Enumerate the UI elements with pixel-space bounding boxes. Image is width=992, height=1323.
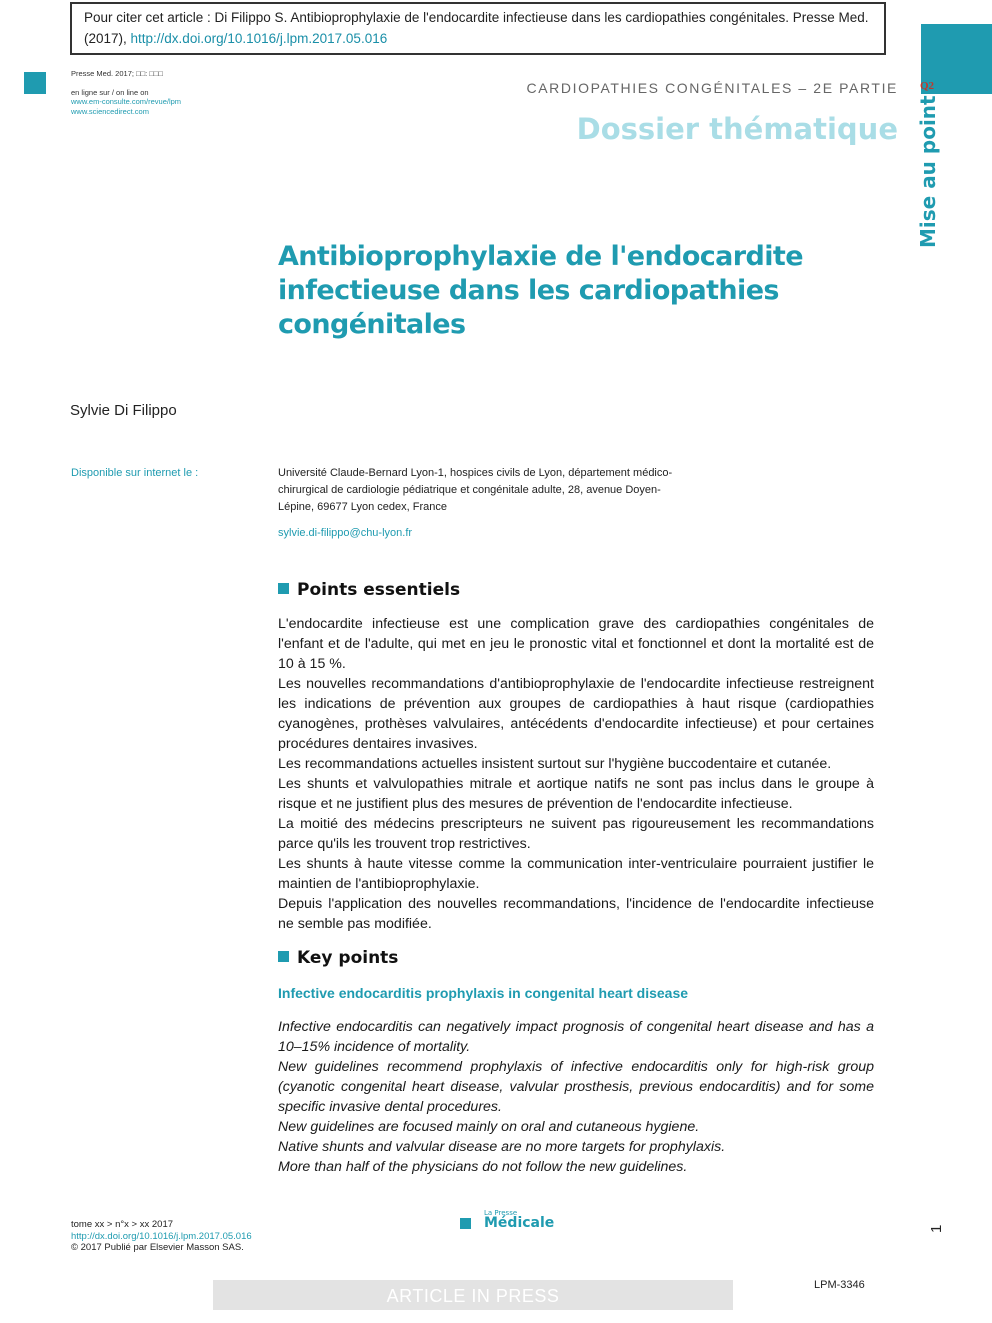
series-title: CARDIOPATHIES CONGÉNITALES – 2E PARTIE [526, 80, 898, 96]
heading-square-icon [278, 583, 289, 594]
key-points-body [278, 1017, 874, 1177]
vertical-section-label: Mise au point [916, 95, 940, 248]
paragraph: La moitié des médecins prescripteurs ne suivent pas rigoureusement les recommandations parce qu'ils les trouvent trop restrictives. [278, 816, 874, 852]
accent-square [24, 72, 46, 94]
article-id: LPM-3346 [814, 1279, 865, 1291]
online-label: en ligne sur / on line on [71, 87, 149, 97]
paragraph: Les recommandations actuelles insistent surtout sur l'hygiène buccodentaire et cutanée. [278, 756, 832, 772]
paragraph: Les shunts et valvulopathies mitrale et aortique natifs ne sont pas inclus dans le groupe à risque et ne justifient plus des mesures de prévention de l'endocardite infectieuse. [278, 776, 874, 812]
citation-box [70, 2, 886, 55]
logo-square-icon [460, 1218, 471, 1229]
paragraph: Les shunts à haute vitesse comme la communication inter-ventriculaire pourraient justifier le maintien de l'antibioprophylaxie. [278, 856, 874, 892]
key-points-subtitle: Infective endocarditis prophylaxis in congenital heart disease [278, 985, 689, 1001]
footer-volume: tome xx > n°x > xx 2017 [71, 1219, 174, 1230]
footer-info [71, 1219, 252, 1254]
paragraph: More than half of the physicians do not follow the new guidelines. [278, 1159, 688, 1175]
article-in-press-banner: ARTICLE IN PRESS [213, 1280, 733, 1310]
affiliation: Université Claude-Bernard Lyon-1, hospices civils de Lyon, département médico-chirurgical de cardiologie pédiatrique et congénitale adulte, 28, avenue Doyen-Lépine, 69677 Lyon cedex, France [278, 467, 673, 513]
key-points-heading [278, 948, 398, 968]
em-consulte-link[interactable]: www.em-consulte.com/revue/lpm [71, 97, 182, 106]
paragraph: Native shunts and valvular disease are no more targets for prophylaxis. [278, 1139, 726, 1155]
page-number: 1 [928, 1224, 945, 1233]
footer-doi-link[interactable]: http://dx.doi.org/10.1016/j.lpm.2017.05.016 [71, 1230, 252, 1242]
citation-doi-link[interactable]: http://dx.doi.org/10.1016/j.lpm.2017.05.016 [130, 31, 388, 46]
query-marker: Q2 [920, 80, 935, 92]
logo-small-text: La Presse [484, 1209, 518, 1217]
author-name: Sylvie Di Filippo [70, 402, 177, 419]
journal-volume: Presse Med. 2017; □□: □□□ [71, 69, 163, 78]
points-essentiels-body [278, 614, 874, 934]
heading-square-icon [278, 951, 289, 962]
article-title: Antibioprophylaxie de l'endocardite infectieuse dans les cardiopathies congénitales [278, 241, 803, 340]
points-essentiels-heading [278, 580, 460, 600]
citation-text: Pour citer cet article : Di Filippo S. Antibioprophylaxie de l'endocardite infectieuse dans les cardiopathies congénitales. Presse Med. (2017), [84, 10, 869, 46]
journal-meta [71, 69, 181, 116]
paragraph: New guidelines recommend prophylaxis of infective endocarditis only for high-risk group (cyanotic congenital heart disease, valvular prosthesis, previous endocarditis) and for some specific invasive dental procedures. [278, 1059, 874, 1115]
available-online-label: Disponible sur internet le : [71, 467, 199, 479]
author-email[interactable]: sylvie.di-filippo@chu-lyon.fr [278, 527, 413, 539]
logo-big-text: Médicale [484, 1215, 555, 1231]
paragraph: Infective endocarditis can negatively impact prognosis of congenital heart disease and has a 10–15% incidence of mortality. [278, 1019, 874, 1055]
paragraph: New guidelines are focused mainly on oral and cutaneous hygiene. [278, 1119, 700, 1135]
paragraph: L'endocardite infectieuse est une complication grave des cardiopathies congénitales de l'enfant et de l'adulte, qui met en jeu le pronostic vital et fonctionnel et dont la mortalité est de 10 à 15 %. [278, 616, 874, 672]
dossier-label: Dossier thématique [576, 112, 898, 146]
paragraph: Les nouvelles recommandations d'antibioprophylaxie de l'endocardite infectieuse restreignent les indications de prévention aux groupes de cardiopathies à haut risque (cardiopathies cyanogènes, prothèses valvulaires, antécédents d'endocardite infectieuse) et pour certaines procédures dentaires invasives. [278, 676, 874, 752]
footer-copyright: © 2017 Publié par Elsevier Masson SAS. [71, 1242, 244, 1253]
paragraph: Depuis l'application des nouvelles recommandations, l'incidence de l'endocardite infectieuse ne semble pas modifiée. [278, 896, 874, 932]
sciencedirect-link[interactable]: www.sciencedirect.com [71, 106, 149, 116]
heading-text: Key points [297, 948, 399, 968]
heading-text: Points essentiels [297, 580, 461, 600]
